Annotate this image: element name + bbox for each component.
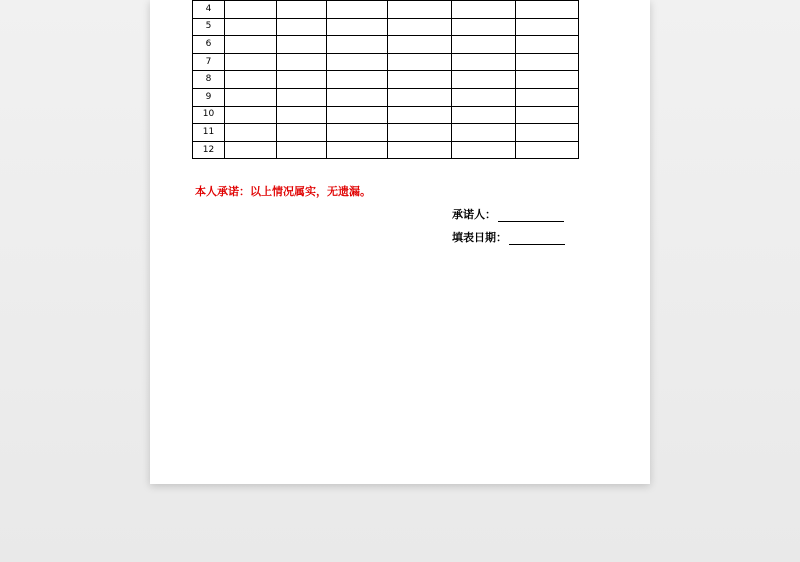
empty-cell[interactable] xyxy=(516,36,579,54)
row-number-cell: 8 xyxy=(193,71,225,89)
empty-cell[interactable] xyxy=(327,106,388,124)
empty-cell[interactable] xyxy=(277,106,327,124)
promiser-signature-line xyxy=(452,206,564,222)
empty-cell[interactable] xyxy=(452,88,516,106)
empty-cell[interactable] xyxy=(452,53,516,71)
table-row xyxy=(193,124,579,142)
table-row xyxy=(193,141,579,159)
table-row xyxy=(193,88,579,106)
empty-cell[interactable] xyxy=(388,141,452,159)
table-row xyxy=(193,53,579,71)
row-number-cell: 6 xyxy=(193,36,225,54)
empty-cell[interactable] xyxy=(225,71,277,89)
empty-cell[interactable] xyxy=(225,1,277,19)
empty-cell[interactable] xyxy=(452,141,516,159)
empty-cell[interactable] xyxy=(388,18,452,36)
empty-cell[interactable] xyxy=(327,141,388,159)
table-row xyxy=(193,1,579,19)
empty-cell[interactable] xyxy=(327,71,388,89)
empty-cell[interactable] xyxy=(277,36,327,54)
empty-cell[interactable] xyxy=(327,53,388,71)
table-row xyxy=(193,36,579,54)
promiser-blank-field[interactable] xyxy=(498,209,564,222)
fill-date-line xyxy=(452,229,565,245)
empty-cell[interactable] xyxy=(388,124,452,142)
form-table xyxy=(192,0,579,159)
empty-cell[interactable] xyxy=(277,71,327,89)
empty-cell[interactable] xyxy=(516,1,579,19)
empty-cell[interactable] xyxy=(452,124,516,142)
empty-cell[interactable] xyxy=(452,106,516,124)
empty-cell[interactable] xyxy=(516,88,579,106)
empty-cell[interactable] xyxy=(388,106,452,124)
empty-cell[interactable] xyxy=(516,141,579,159)
empty-cell[interactable] xyxy=(516,124,579,142)
pledge-statement: 本人承诺：以上情况属实，无遗漏。 xyxy=(195,185,371,198)
empty-cell[interactable] xyxy=(225,141,277,159)
promiser-label: 承诺人： xyxy=(452,208,496,221)
fill-date-blank-field[interactable] xyxy=(509,232,565,245)
empty-cell[interactable] xyxy=(277,1,327,19)
document-page xyxy=(150,0,650,484)
empty-cell[interactable] xyxy=(277,18,327,36)
row-number-cell: 10 xyxy=(193,106,225,124)
row-number-cell: 4 xyxy=(193,1,225,19)
table-row xyxy=(193,71,579,89)
fill-date-label: 填表日期： xyxy=(452,231,507,244)
table-row xyxy=(193,106,579,124)
empty-cell[interactable] xyxy=(225,18,277,36)
empty-cell[interactable] xyxy=(225,36,277,54)
empty-cell[interactable] xyxy=(327,88,388,106)
empty-cell[interactable] xyxy=(388,71,452,89)
table-body xyxy=(193,1,579,159)
empty-cell[interactable] xyxy=(388,1,452,19)
empty-cell[interactable] xyxy=(277,88,327,106)
empty-cell[interactable] xyxy=(516,71,579,89)
empty-cell[interactable] xyxy=(327,1,388,19)
empty-cell[interactable] xyxy=(327,124,388,142)
table-row xyxy=(193,18,579,36)
empty-cell[interactable] xyxy=(277,53,327,71)
empty-cell[interactable] xyxy=(327,18,388,36)
row-number-cell: 5 xyxy=(193,18,225,36)
empty-cell[interactable] xyxy=(388,53,452,71)
empty-cell[interactable] xyxy=(452,1,516,19)
empty-cell[interactable] xyxy=(516,18,579,36)
empty-cell[interactable] xyxy=(225,88,277,106)
row-number-cell: 11 xyxy=(193,124,225,142)
empty-cell[interactable] xyxy=(452,71,516,89)
empty-cell[interactable] xyxy=(452,18,516,36)
empty-cell[interactable] xyxy=(516,53,579,71)
empty-cell[interactable] xyxy=(277,141,327,159)
row-number-cell: 12 xyxy=(193,141,225,159)
empty-cell[interactable] xyxy=(327,36,388,54)
empty-cell[interactable] xyxy=(388,36,452,54)
empty-cell[interactable] xyxy=(225,106,277,124)
row-number-cell: 9 xyxy=(193,88,225,106)
empty-cell[interactable] xyxy=(452,36,516,54)
empty-cell[interactable] xyxy=(225,53,277,71)
empty-cell[interactable] xyxy=(225,124,277,142)
row-number-cell: 7 xyxy=(193,53,225,71)
empty-cell[interactable] xyxy=(516,106,579,124)
empty-cell[interactable] xyxy=(388,88,452,106)
empty-cell[interactable] xyxy=(277,124,327,142)
